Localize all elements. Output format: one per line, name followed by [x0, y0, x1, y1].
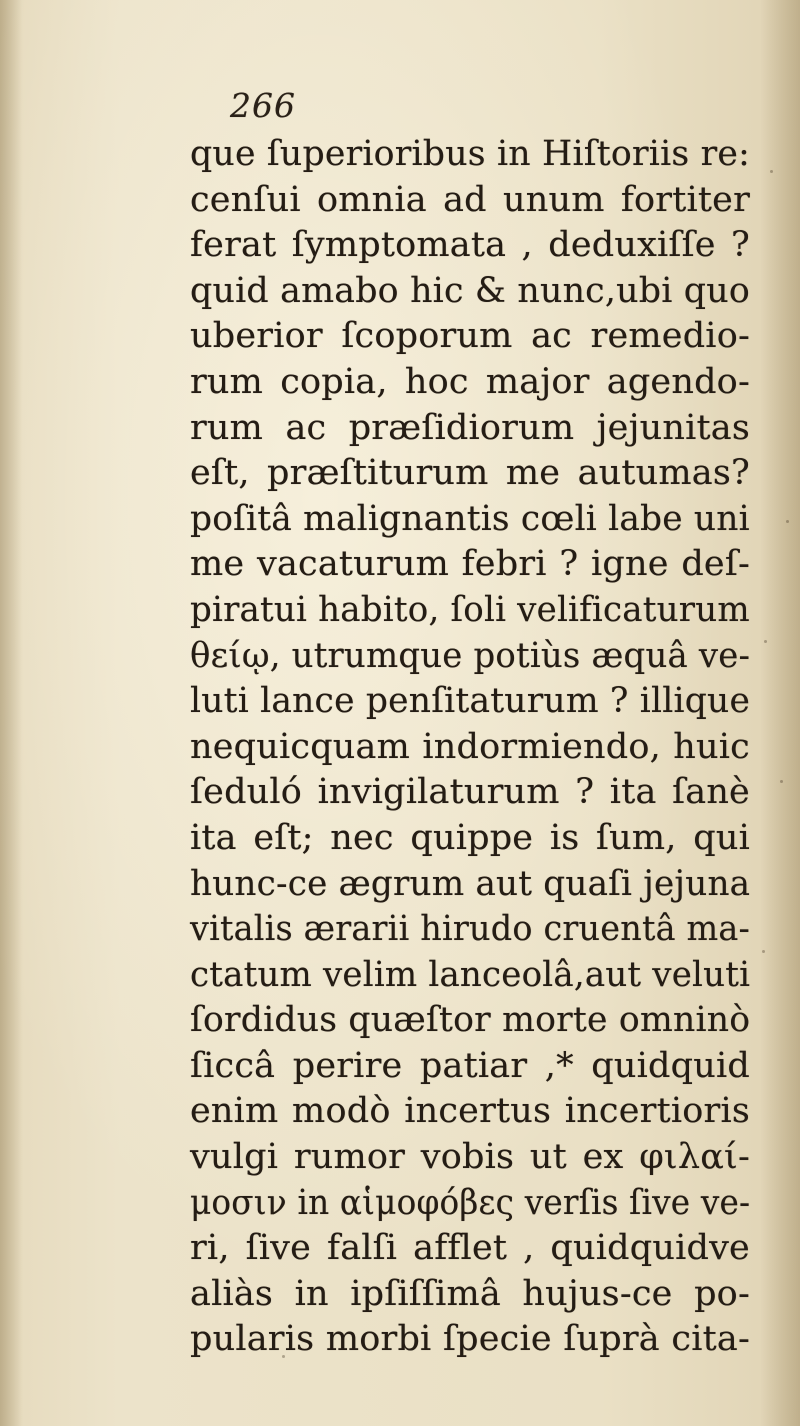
text-line: μοσιν in αἱμοφόβες verſis ſive ve-	[190, 1182, 751, 1223]
body-text	[190, 132, 750, 1363]
paper-speck	[764, 640, 767, 643]
text-line: uberior ſcoporum ac remedio-	[190, 316, 750, 357]
paper-speck	[770, 170, 773, 173]
text-line: rum copia, hoc major agendo-	[190, 361, 750, 402]
text-line: nequicquam indormiendo, huic	[190, 726, 750, 767]
text-line: enim modò incertus incertioris	[190, 1091, 750, 1132]
paper-speck	[786, 520, 789, 523]
text-line: quid amabo hic & nunc,ubi quo	[190, 270, 750, 311]
text-line: ri, ſive falſi afflet , quidquidve	[190, 1228, 750, 1269]
page-number: 266	[230, 86, 296, 125]
text-line: eſt, præſtiturum me autumas?	[190, 453, 750, 494]
page-edge-shadow	[0, 0, 22, 1426]
text-line: ſeduló invigilaturum ? ita ſanè	[190, 772, 750, 813]
text-line: me vacaturum febri ? igne deſ-	[190, 544, 751, 585]
text-line: ſiccâ perire patiar ,* quidquid	[190, 1045, 750, 1086]
text-line: luti lance penſitaturum ? illique	[190, 681, 751, 722]
text-line: ctatum velim lanceolâ,aut veluti	[190, 954, 751, 995]
text-line: poſitâ malignantis cœli labe uni	[190, 498, 750, 539]
gutter-shadow	[760, 0, 800, 1426]
text-line: vitalis ærarii hirudo cruentâ ma-	[190, 909, 751, 950]
paper-speck	[780, 780, 783, 783]
text-line: ferat ſymptomata , deduxiſſe ?	[190, 225, 750, 266]
text-line: ita eſt; nec quippe is ſum, qui	[190, 817, 750, 858]
text-line: θείῳ, utrumque potiùs æquâ ve-	[190, 635, 751, 676]
text-line: aliàs in ipſiſſimâ hujus-ce po-	[190, 1273, 750, 1314]
text-line: rum ac præſidiorum jejunitas	[190, 407, 750, 448]
text-line: pularis morbi ſpecie ſuprà cita-	[190, 1319, 750, 1360]
paper-speck	[762, 950, 765, 953]
text-line: piratui habito, ſoli velificaturum	[190, 589, 750, 630]
paper-speck	[282, 1355, 285, 1358]
text-line: ſordidus quæſtor morte omninò	[190, 1000, 751, 1041]
text-line: vulgi rumor vobis ut ex φιλαί-	[190, 1137, 751, 1178]
text-line: hunc-ce ægrum aut quaſi jejuna	[190, 863, 751, 904]
text-line: que ſuperioribus in Hiſtoriis re:	[190, 134, 750, 174]
text-line: cenſui omnia ad unum fortiter	[190, 179, 750, 220]
